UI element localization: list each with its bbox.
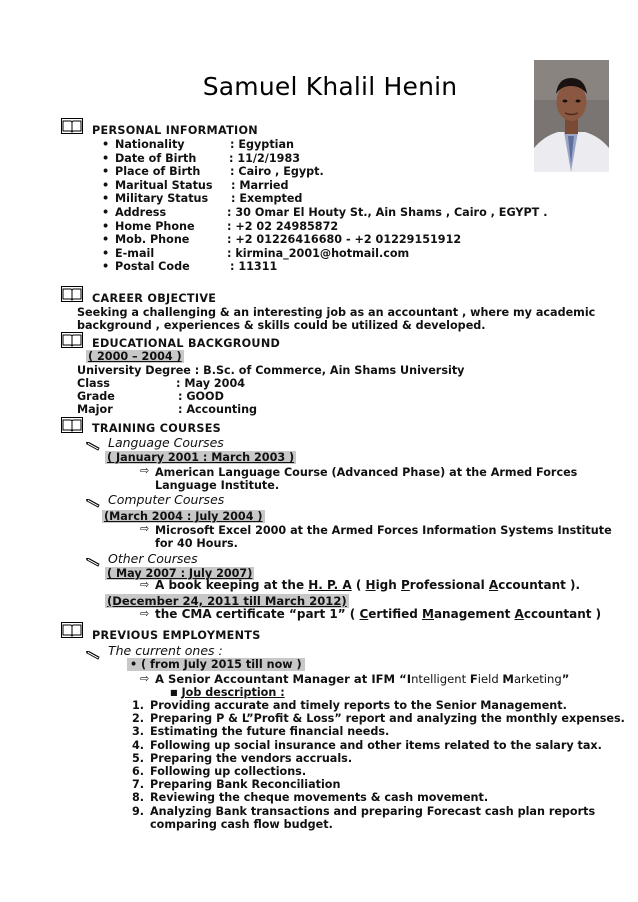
personal-value: : +2 01226416680 - +2 01229151912 — [227, 233, 462, 247]
list-item — [115, 138, 295, 152]
other-courses-title: Other Courses — [108, 551, 198, 566]
book-icon — [61, 332, 83, 352]
language-period: ( January 2001 : March 2003 ) — [107, 451, 295, 464]
personal-value: : Exempted — [231, 192, 303, 206]
arrow-icon: ⇨ — [140, 578, 150, 591]
list-item: 7. Preparing Bank Reconciliation — [132, 778, 341, 792]
education-label: Class — [77, 377, 110, 390]
list-item — [115, 260, 278, 274]
education-value: : B.Sc. of Commerce, Ain Shams University — [194, 364, 465, 377]
education-period: ( 2000 – 2004 ) — [88, 350, 182, 363]
other-course-line1: A book keeping at the H. P. A ( High Professional Accountant ). — [155, 578, 581, 592]
book-icon — [61, 286, 83, 306]
book-icon — [61, 417, 83, 437]
list-item — [115, 151, 301, 166]
personal-label: Home Phone — [115, 219, 195, 233]
list-item — [115, 205, 548, 220]
list-item: 2. Preparing P & L”Profit & Loss” report and analyzing the monthly expenses. — [132, 712, 625, 726]
personal-label: E-mail — [115, 246, 155, 260]
personal-label: Maritual Status — [115, 178, 213, 192]
personal-value: : 30 Omar El Houty St., Ain Shams , Cairo , EGYPT . — [227, 205, 548, 219]
position-title: A Senior Accountant Manager at IFM “Intelligent Field Marketing” — [155, 672, 570, 686]
list-item — [115, 219, 339, 234]
other-period-1: ( May 2007 : July 2007) — [107, 567, 253, 580]
list-item: 4. Following up social insurance and other items related to the salary tax. — [132, 738, 602, 752]
computer-course-line2: for 40 Hours. — [155, 537, 238, 550]
personal-label: Address — [115, 205, 167, 219]
profile-photo — [534, 60, 609, 172]
list-item: 3. Estimating the future financial needs. — [132, 725, 390, 739]
list-item: 9. Analyzing Bank transactions and preparing Forecast cash plan reports — [132, 804, 596, 818]
education-label: Major — [77, 403, 113, 416]
pencil-icon — [86, 437, 100, 456]
list-item — [115, 192, 303, 206]
personal-label: Military Status — [115, 192, 209, 206]
computer-course-line1: Microsoft Excel 2000 at the Armed Forces Information Systems Institute — [155, 524, 612, 537]
list-item — [115, 233, 462, 247]
portrait-image — [534, 60, 609, 172]
list-item: 8. Reviewing the cheque movements & cash movement. — [132, 791, 489, 805]
personal-value: : Married — [231, 178, 289, 192]
pencil-icon — [86, 494, 100, 513]
personal-label: Nationality — [115, 138, 185, 151]
personal-label: Place of Birth — [115, 165, 201, 179]
personal-list — [115, 138, 548, 274]
objective-text-line1: Seeking a challenging & an interesting job as an accountant , where my academic — [77, 306, 596, 319]
employment-period-badge: • ( from July 2015 till now ) — [127, 658, 305, 671]
personal-value: : 11311 — [230, 260, 278, 274]
computer-period: (March 2004 : July 2004 ) — [104, 510, 263, 523]
language-course-line1: American Language Course (Advanced Phase) at the Armed Forces — [155, 466, 578, 479]
education-row — [77, 364, 464, 377]
other-course-line2: the CMA certificate “part 1” ( Certified Management Accountant ) — [155, 607, 602, 621]
objective-text-line2: background , experiences & skills could be utilized & developed. — [77, 319, 486, 332]
list-item: 6. Following up collections. — [132, 764, 307, 778]
arrow-icon: ⇨ — [140, 522, 150, 535]
arrow-icon: ⇨ — [140, 464, 150, 477]
list-item — [115, 178, 289, 193]
language-course-line2: Language Institute. — [155, 479, 280, 492]
personal-label: Postal Code — [115, 260, 190, 274]
job-description-label: ■ Job description : — [170, 686, 285, 699]
education-label: University Degree — [77, 364, 191, 377]
pencil-icon — [86, 553, 100, 572]
computer-courses-title: Computer Courses — [108, 492, 225, 507]
personal-label: Mob. Phone — [115, 233, 190, 247]
education-label: Grade — [77, 390, 115, 403]
list-item — [115, 246, 410, 261]
education-value: : Accounting — [178, 403, 258, 416]
education-value: : GOOD — [178, 390, 224, 403]
personal-value: : kirmina_2001@hotmail.com — [227, 246, 410, 260]
other-period-2: (December 24, 2011 till March 2012) — [107, 594, 347, 608]
current-employment-title: The current ones : — [108, 643, 223, 658]
personal-value: : Cairo , Egypt. — [230, 165, 324, 179]
arrow-icon: ⇨ — [140, 672, 150, 685]
pencil-icon — [86, 646, 100, 665]
training-heading: TRAINING COURSES — [92, 422, 222, 435]
list-item-continuation: comparing cash flow budget. — [150, 817, 333, 831]
list-item: 1. Providing accurate and timely reports to the Senior Management. — [132, 699, 567, 712]
resume-name: Samuel Khalil Henin — [202, 72, 458, 101]
education-heading: EDUCATIONAL BACKGROUND — [92, 337, 281, 350]
arrow-icon: ⇨ — [140, 607, 150, 620]
objective-heading: CAREER OBJECTIVE — [92, 292, 217, 305]
employment-heading: PREVIOUS EMPLOYMENTS — [92, 629, 261, 642]
language-courses-title: Language Courses — [108, 435, 224, 450]
personal-value: : +2 02 24985872 — [227, 219, 339, 233]
personal-label: Date of Birth — [115, 151, 197, 165]
employment-period: ( from July 2015 till now ) — [141, 658, 302, 671]
book-icon — [61, 118, 83, 138]
personal-value: : 11/2/1983 — [229, 151, 301, 165]
personal-value: : Egyptian — [230, 138, 295, 151]
book-icon — [61, 622, 83, 642]
personal-heading: PERSONAL INFORMATION — [92, 124, 258, 137]
list-item — [115, 165, 324, 179]
list-item: 5. Preparing the vendors accruals. — [132, 751, 353, 765]
education-value: : May 2004 — [176, 377, 246, 390]
duties-list — [132, 699, 625, 831]
